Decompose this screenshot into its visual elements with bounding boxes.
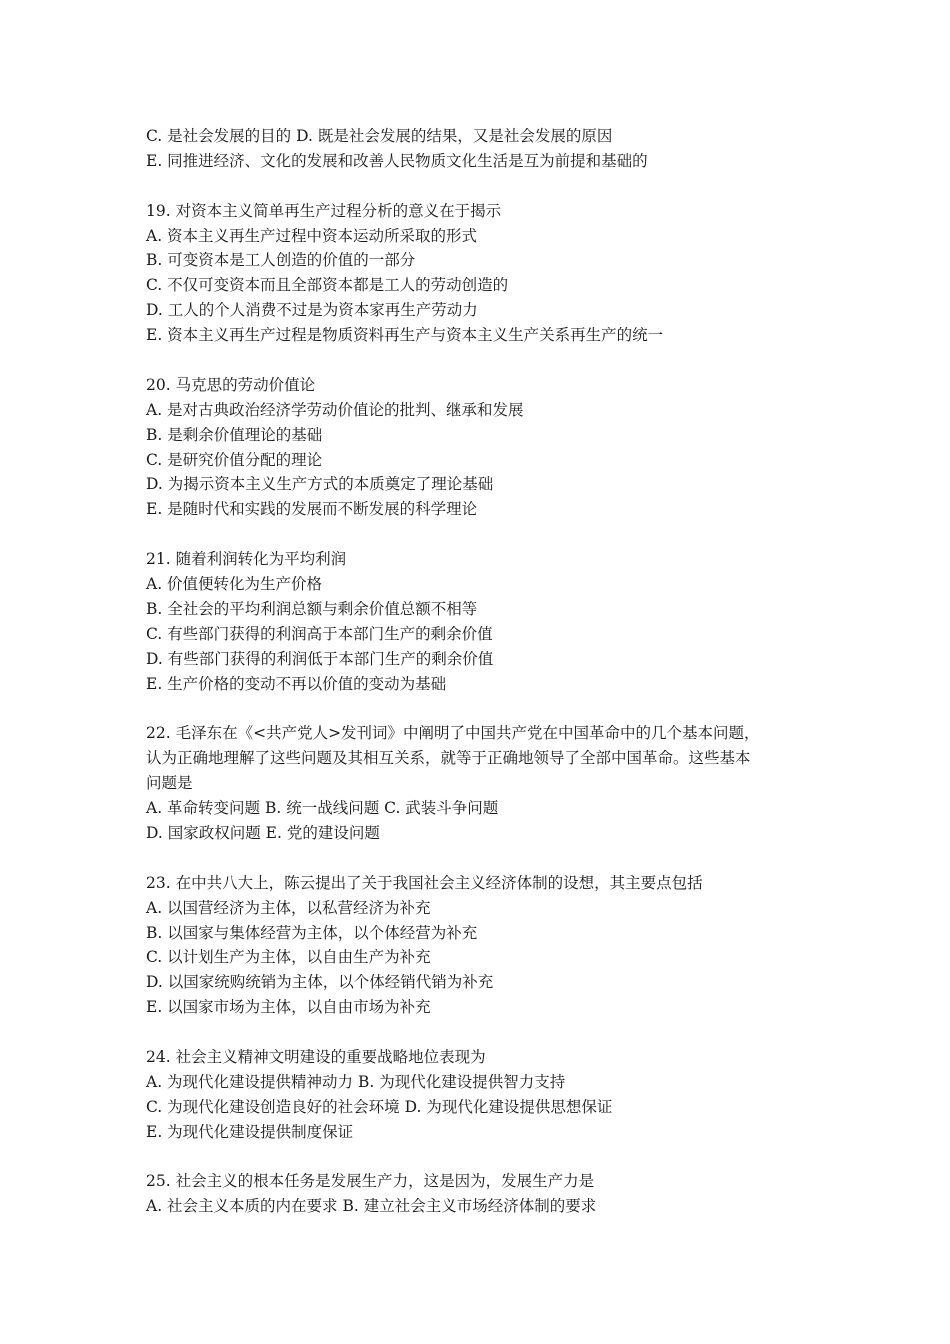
spacer: [146, 174, 816, 199]
spacer: [146, 1145, 816, 1170]
option-b: B. 以国家与集体经营为主体，以个体经营为补充: [146, 923, 478, 942]
spacer: [146, 696, 816, 721]
option-d: D. 有些部门获得的利润低于本部门生产的剩余价值: [146, 649, 494, 668]
option-c: C. 不仅可变资本而且全部资本都是工人的劳动创造的: [146, 276, 509, 295]
question-stem: 23. 在中共八大上，陈云提出了关于我国社会主义经济体制的设想，其主要点包括: [146, 873, 703, 892]
question-20: [146, 373, 816, 522]
options-cd: C. 为现代化建设创造良好的社会环境 D. 为现代化建设提供思想保证: [146, 1097, 613, 1116]
question-stem: 20. 马克思的劳动价值论: [146, 375, 316, 394]
document-page: [146, 124, 816, 1219]
question-23: [146, 871, 816, 1020]
question-19: [146, 199, 816, 348]
option-line: C. 是社会发展的目的 D. 既是社会发展的结果，又是社会发展的原因: [146, 127, 613, 145]
option-e: E. 生产价格的变动不再以价值的变动为基础: [146, 674, 447, 693]
question-stem: 24. 社会主义精神文明建设的重要战略地位表现为: [146, 1047, 486, 1066]
options-abc: A. 革命转变问题 B. 统一战线问题 C. 武装斗争问题: [146, 799, 499, 818]
options-de: D. 国家政权问题 E. 党的建设问题: [146, 823, 380, 842]
option-b: B. 是剩余价值理论的基础: [146, 425, 323, 444]
question-25: [146, 1169, 816, 1219]
question-22: [146, 721, 816, 845]
option-c: C. 以计划生产为主体，以自由生产为补充: [146, 948, 431, 967]
question-stem: 22. 毛泽东在《<共产党人>发刊词》中阐明了中国共产党在中国革命中的几个基本问题，: [146, 724, 760, 743]
spacer: [146, 348, 816, 373]
option-c: C. 是研究价值分配的理论: [146, 450, 323, 469]
option-c: C. 有些部门获得的利润高于本部门生产的剩余价值: [146, 624, 493, 643]
question-continuation: [146, 124, 816, 174]
spacer: [146, 1020, 816, 1045]
option-line: E. 同推进经济、文化的发展和改善人民物质文化生活是互为前提和基础的: [146, 151, 648, 170]
option-e: E. 为现代化建设提供制度保证: [146, 1122, 354, 1141]
question-stem: 21. 随着利润转化为平均利润: [146, 550, 347, 569]
question-stem-cont: 问题是: [146, 774, 193, 793]
question-stem-cont: 认为正确地理解了这些问题及其相互关系，就等于正确地领导了全部中国革命。这些基本: [146, 749, 751, 768]
question-21: [146, 547, 816, 696]
options-ab: A. 为现代化建设提供精神动力 B. 为现代化建设提供智力支持: [146, 1072, 566, 1091]
spacer: [146, 522, 816, 547]
option-d: D. 以国家统购统销为主体，以个体经销代销为补充: [146, 973, 494, 992]
option-a: A. 资本主义再生产过程中资本运动所采取的形式: [146, 226, 478, 245]
option-d: D. 工人的个人消费不过是为资本家再生产劳动力: [146, 301, 478, 320]
option-d: D. 为揭示资本主义生产方式的本质奠定了理论基础: [146, 475, 494, 494]
option-a: A. 是对古典政治经济学劳动价值论的批判、继承和发展: [146, 400, 524, 419]
option-e: E. 资本主义再生产过程是物质资料再生产与资本主义生产关系再生产的统一: [146, 326, 664, 345]
question-stem: 19. 对资本主义简单再生产过程分析的意义在于揭示: [146, 201, 502, 220]
option-e: E. 是随时代和实践的发展而不断发展的科学理论: [146, 500, 478, 519]
option-b: B. 可变资本是工人创造的价值的一部分: [146, 251, 416, 270]
question-stem: 25. 社会主义的根本任务是发展生产力，这是因为，发展生产力是: [146, 1172, 595, 1191]
option-a: A. 以国营经济为主体，以私营经济为补充: [146, 898, 431, 917]
option-a: A. 价值便转化为生产价格: [146, 575, 323, 594]
option-b: B. 全社会的平均利润总额与剩余价值总额不相等: [146, 599, 478, 618]
options-ab: A. 社会主义本质的内在要求 B. 建立社会主义市场经济体制的要求: [146, 1197, 597, 1216]
question-24: [146, 1045, 816, 1145]
spacer: [146, 846, 816, 871]
option-e: E. 以国家市场为主体，以自由市场为补充: [146, 998, 431, 1017]
